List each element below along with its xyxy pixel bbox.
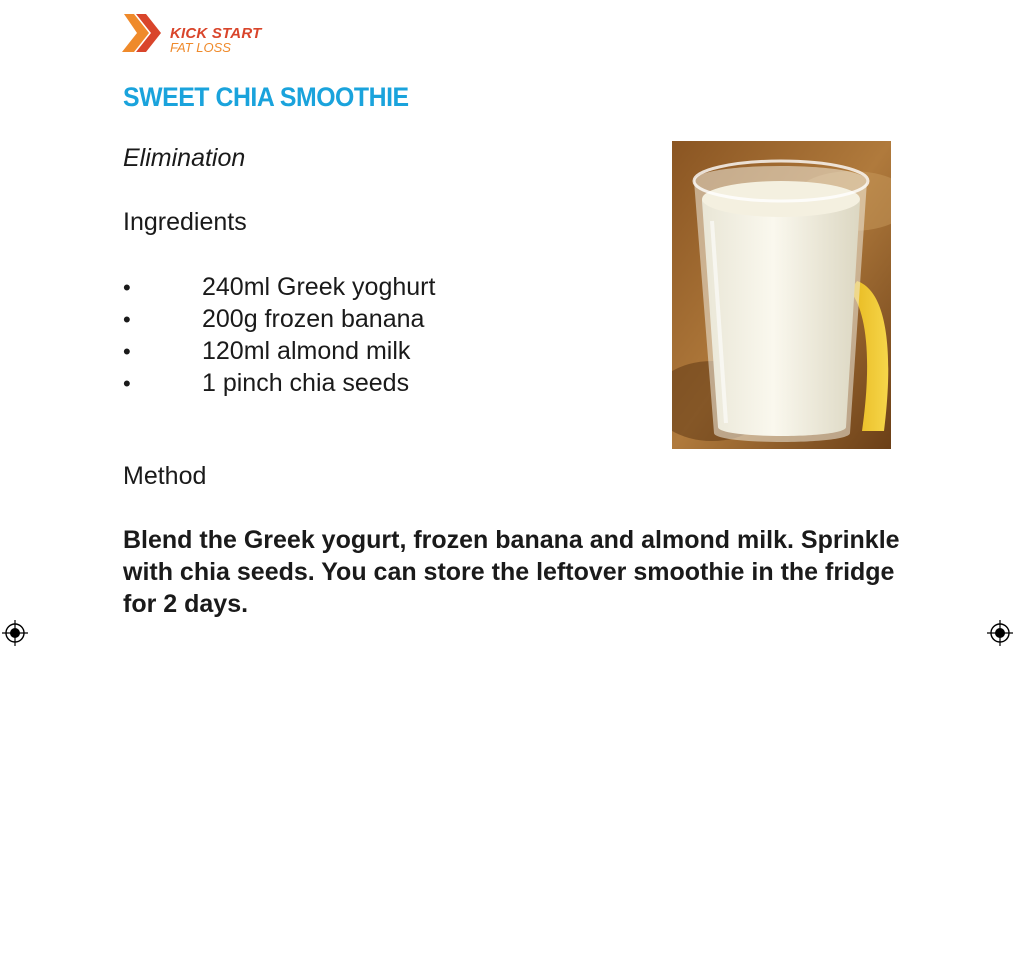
method-heading: Method — [123, 462, 207, 490]
recipe-title: SWEET CHIA SMOOTHIE — [123, 82, 409, 112]
kick-start-logo-icon — [122, 12, 168, 58]
ingredient-text: 200g frozen banana — [202, 305, 425, 333]
brand-name-line2: FAT LOSS — [170, 40, 231, 55]
registration-mark-icon — [987, 620, 1013, 646]
ingredients-heading: Ingredients — [123, 208, 247, 236]
recipe-category: Elimination — [123, 144, 246, 172]
bullet-icon: • — [123, 371, 131, 396]
registration-mark-icon — [2, 620, 28, 646]
list-item — [123, 367, 435, 399]
brand-name-line1: KICK START — [170, 25, 262, 42]
list-item — [123, 271, 435, 303]
list-item — [123, 303, 435, 335]
ingredient-text: 1 pinch chia seeds — [202, 369, 410, 397]
list-item — [123, 335, 435, 367]
bullet-icon: • — [123, 307, 131, 332]
ingredient-text: 120ml almond milk — [202, 337, 411, 365]
bullet-icon: • — [123, 275, 131, 300]
smoothie-photo — [672, 141, 891, 449]
method-text: Blend the Greek yogurt, frozen banana and almond milk. Sprinkle with chia seeds. You can store the leftover smoothie in the fridge for 2 days. — [123, 526, 900, 618]
ingredients-list — [123, 271, 435, 399]
ingredient-text: 240ml Greek yoghurt — [202, 273, 436, 301]
brand-logo — [122, 12, 272, 58]
bullet-icon: • — [123, 339, 131, 364]
